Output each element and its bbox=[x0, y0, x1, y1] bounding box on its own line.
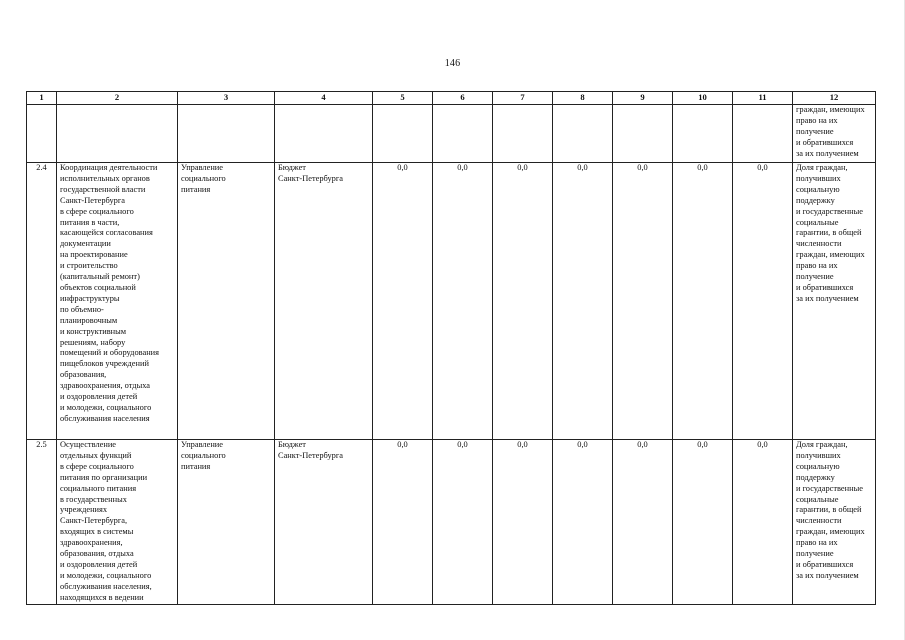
column-header: 8 bbox=[553, 92, 613, 105]
column-header: 4 bbox=[275, 92, 373, 105]
table-row-continuation bbox=[27, 105, 876, 163]
header-row bbox=[27, 92, 876, 105]
value-cell: 0,0 bbox=[433, 163, 493, 440]
table-cell bbox=[57, 105, 178, 163]
value-cell: 0,0 bbox=[733, 440, 793, 605]
column-header: 10 bbox=[673, 92, 733, 105]
value-cell: 0,0 bbox=[673, 440, 733, 605]
value-cell: 0,0 bbox=[493, 163, 553, 440]
indicator-cell: Доля граждан, получивших социальную поддержку и государственные социальные гарантии, в общей численности граждан, имеющих право на их получение и обратившихся за их получением bbox=[793, 440, 876, 605]
indicator-cell: граждан, имеющих право на их получение и обратившихся за их получением bbox=[793, 105, 876, 163]
table-cell bbox=[275, 105, 373, 163]
activity-name: Осуществление отдельных функций в сфере социального питания по организации социального питания в государственных учреждениях Санкт-Петербурга, входящих в системы здравоохранения, образования, отдыха и оздоровления детей и молодежи, социального обслуживания населения, находящихся в ведении bbox=[57, 440, 178, 605]
indicator-cell: Доля граждан, получивших социальную поддержку и государственные социальные гарантии, в общей численности граждан, имеющих право на их получение и обратившихся за их получением bbox=[793, 163, 876, 440]
value-cell: 0,0 bbox=[373, 440, 433, 605]
column-header: 1 bbox=[27, 92, 57, 105]
value-cell: 0,0 bbox=[493, 440, 553, 605]
table-cell bbox=[733, 105, 793, 163]
table-cell bbox=[493, 105, 553, 163]
table-row bbox=[27, 163, 876, 440]
column-header: 11 bbox=[733, 92, 793, 105]
table-cell bbox=[673, 105, 733, 163]
value-cell: 0,0 bbox=[673, 163, 733, 440]
table-cell bbox=[373, 105, 433, 163]
column-header: 3 bbox=[178, 92, 275, 105]
funding-source-cell: Бюджет Санкт-Петербурга bbox=[275, 440, 373, 605]
value-cell: 0,0 bbox=[373, 163, 433, 440]
activity-name: Координация деятельности исполнительных органов государственной власти Санкт-Петербурга в сфере социального питания в части, касающейся согласования документации на проектирование и строительство (капитальный ремонт) объектов социальной инфраструктуры по объемно- планировочным и конструктивным решениям, набору помещений и оборудования пищеблоков учреждений образования, здравоохранения, отдыха и оздоровления детей и молодежи, социального обслуживания населения bbox=[57, 163, 178, 440]
value-cell: 0,0 bbox=[553, 440, 613, 605]
table-cell bbox=[433, 105, 493, 163]
column-header: 5 bbox=[373, 92, 433, 105]
value-cell: 0,0 bbox=[613, 163, 673, 440]
column-header: 9 bbox=[613, 92, 673, 105]
column-header: 12 bbox=[793, 92, 876, 105]
executor-cell: Управление социального питания bbox=[178, 440, 275, 605]
funding-source-cell: Бюджет Санкт-Петербурга bbox=[275, 163, 373, 440]
table-row bbox=[27, 440, 876, 605]
value-cell: 0,0 bbox=[613, 440, 673, 605]
value-cell: 0,0 bbox=[733, 163, 793, 440]
executor-cell: Управление социального питания bbox=[178, 163, 275, 440]
column-header: 6 bbox=[433, 92, 493, 105]
table-cell bbox=[553, 105, 613, 163]
value-cell: 0,0 bbox=[553, 163, 613, 440]
value-cell: 0,0 bbox=[433, 440, 493, 605]
table-cell bbox=[613, 105, 673, 163]
column-header: 7 bbox=[493, 92, 553, 105]
page-number: 146 bbox=[444, 58, 461, 69]
table-cell bbox=[27, 105, 57, 163]
row-number: 2.5 bbox=[27, 440, 57, 605]
row-number: 2.4 bbox=[27, 163, 57, 440]
table-cell bbox=[178, 105, 275, 163]
column-header: 2 bbox=[57, 92, 178, 105]
program-table bbox=[26, 91, 876, 605]
